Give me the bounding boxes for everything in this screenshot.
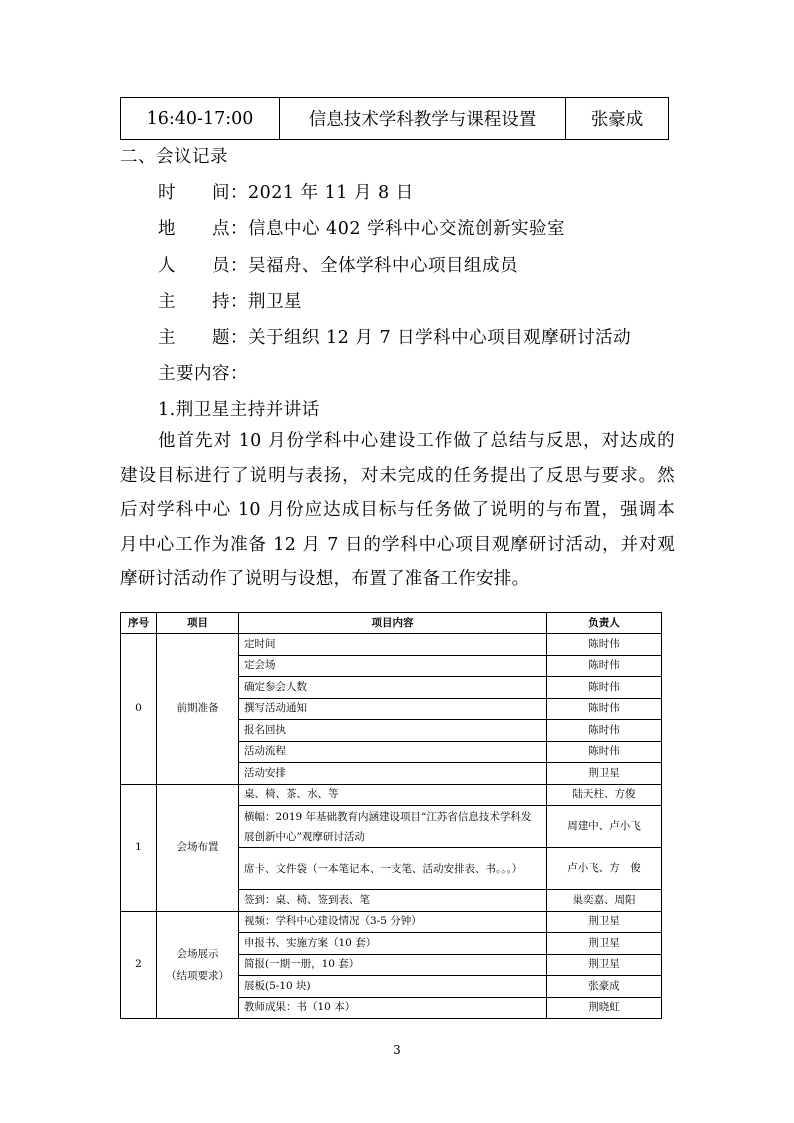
row-content: 签到：桌、椅、签到表、笔: [239, 890, 547, 912]
row-content: 简报(一期一册，10 套）: [239, 954, 547, 976]
group-item-cell: [157, 911, 239, 1019]
group-item-sub: （结项要求）: [166, 969, 229, 982]
paragraph-line: 月中心工作为准备 12 月 7 日的学科中心项目观摩研讨活动，并对观: [120, 534, 675, 555]
row-content: 视频：学科中心建设情况（3-5 分钟）: [239, 911, 547, 933]
meta-people: [158, 252, 518, 277]
table-row: [121, 911, 662, 933]
paragraph-line: 他首先对 10 月份学科中心建设工作做了总结与反思，对达成的: [158, 431, 675, 451]
meta-time: [158, 179, 414, 204]
meta-value: 信息中心 402 学科中心交流创新实验室: [248, 219, 566, 239]
row-owner: 陈时伟: [547, 698, 662, 720]
header-owner: 负责人: [547, 613, 662, 634]
meta-value: 2021 年 11 月 8 日: [248, 183, 414, 203]
row-owner: 陈时伟: [547, 677, 662, 699]
meta-place: [158, 215, 565, 240]
group-item: 前期准备: [157, 634, 239, 785]
schedule-speaker: 张豪成: [566, 98, 669, 140]
meta-topic: [158, 324, 631, 349]
paragraph-line: 后对学科中心 10 月份应达成目标与任务做了说明的与布置，强调本: [120, 500, 675, 520]
row-owner: 陈时伟: [547, 655, 662, 677]
row-owner: 荆卫星: [547, 933, 662, 955]
row-owner: 陈时伟: [547, 720, 662, 742]
row-owner: 荆晓虹: [547, 997, 662, 1019]
row-owner: 荆卫星: [547, 911, 662, 933]
meta-label: 主 题：: [158, 328, 248, 348]
row-content: 席卡、文件袋（一本笔记本、一支笔、活动安排表、书。。。）: [239, 848, 547, 890]
group-item: 会场布置: [157, 784, 239, 911]
meta-label: 人 员：: [158, 256, 248, 276]
row-content: 活动安排: [239, 763, 547, 785]
meta-value: 吴福舟、全体学科中心项目组成员: [248, 256, 518, 276]
row-owner: 周建中、卢小飞: [547, 806, 662, 848]
row-content: 撰写活动通知: [239, 698, 547, 720]
row-owner: 荆卫星: [547, 763, 662, 785]
meta-label: 时 间：: [158, 183, 248, 203]
header-content: 项目内容: [239, 613, 547, 634]
preparation-table: [120, 612, 662, 1019]
header-item: 项目: [157, 613, 239, 634]
group-no: 1: [121, 784, 157, 911]
row-owner: 张豪成: [547, 976, 662, 998]
row-content: 确定参会人数: [239, 677, 547, 699]
paragraph-line: 摩研讨活动作了说明与设想，布置了准备工作安排。: [120, 569, 530, 589]
row-content: 报名回执: [239, 720, 547, 742]
meta-value: 关于组织 12 月 7 日学科中心项目观摩研讨活动: [248, 328, 632, 348]
item1-heading: 1.荆卫星主持并讲话: [158, 400, 320, 420]
row-content: 教师成果：书（10 本）: [239, 997, 547, 1019]
main-content-label: 主要内容：: [158, 364, 248, 384]
schedule-time: 16:40-17:00: [121, 98, 280, 140]
meta-label: 地 点：: [158, 219, 248, 239]
table-row: [121, 784, 662, 806]
row-content: 定会场: [239, 655, 547, 677]
section-heading: 二、会议记录: [120, 147, 228, 167]
page-number: 3: [393, 1043, 401, 1057]
row-owner: 巢奕嘉、周阳: [547, 890, 662, 912]
meta-value: 荆卫星: [248, 292, 302, 312]
table-header-row: [121, 613, 662, 634]
row-owner: 卢小飞、方 俊: [547, 848, 662, 890]
meta-label: 主 持：: [158, 292, 248, 312]
paragraph-line: 建设目标进行了说明与表扬，对未完成的任务提出了反思与要求。然: [120, 465, 675, 486]
row-content: 展板(5-10 块): [239, 976, 547, 998]
summary-paragraph: [120, 424, 675, 597]
row-content: 申报书、实施方案（10 套）: [239, 933, 547, 955]
header-no: 序号: [121, 613, 157, 634]
schedule-topic: 信息技术学科教学与课程设置: [280, 98, 566, 140]
meta-host: [158, 288, 302, 313]
group-no: 2: [121, 911, 157, 1019]
row-owner: 陈时伟: [547, 634, 662, 656]
row-content: 横幅：2019 年基础教育内涵建设项目“江苏省信息技术学科发展创新中心”观摩研讨活动: [239, 806, 547, 848]
schedule-table: [120, 97, 669, 140]
group-no: 0: [121, 634, 157, 785]
schedule-row: [121, 98, 669, 140]
row-content: 定时间: [239, 634, 547, 656]
row-content: 活动流程: [239, 741, 547, 763]
row-content: 桌、椅、茶、水、等: [239, 784, 547, 806]
row-owner: 陆天柱、方俊: [547, 784, 662, 806]
table-row: [121, 634, 662, 656]
row-owner: 陈时伟: [547, 741, 662, 763]
group-item: 会场展示: [176, 947, 219, 960]
row-owner: 荆卫星: [547, 954, 662, 976]
